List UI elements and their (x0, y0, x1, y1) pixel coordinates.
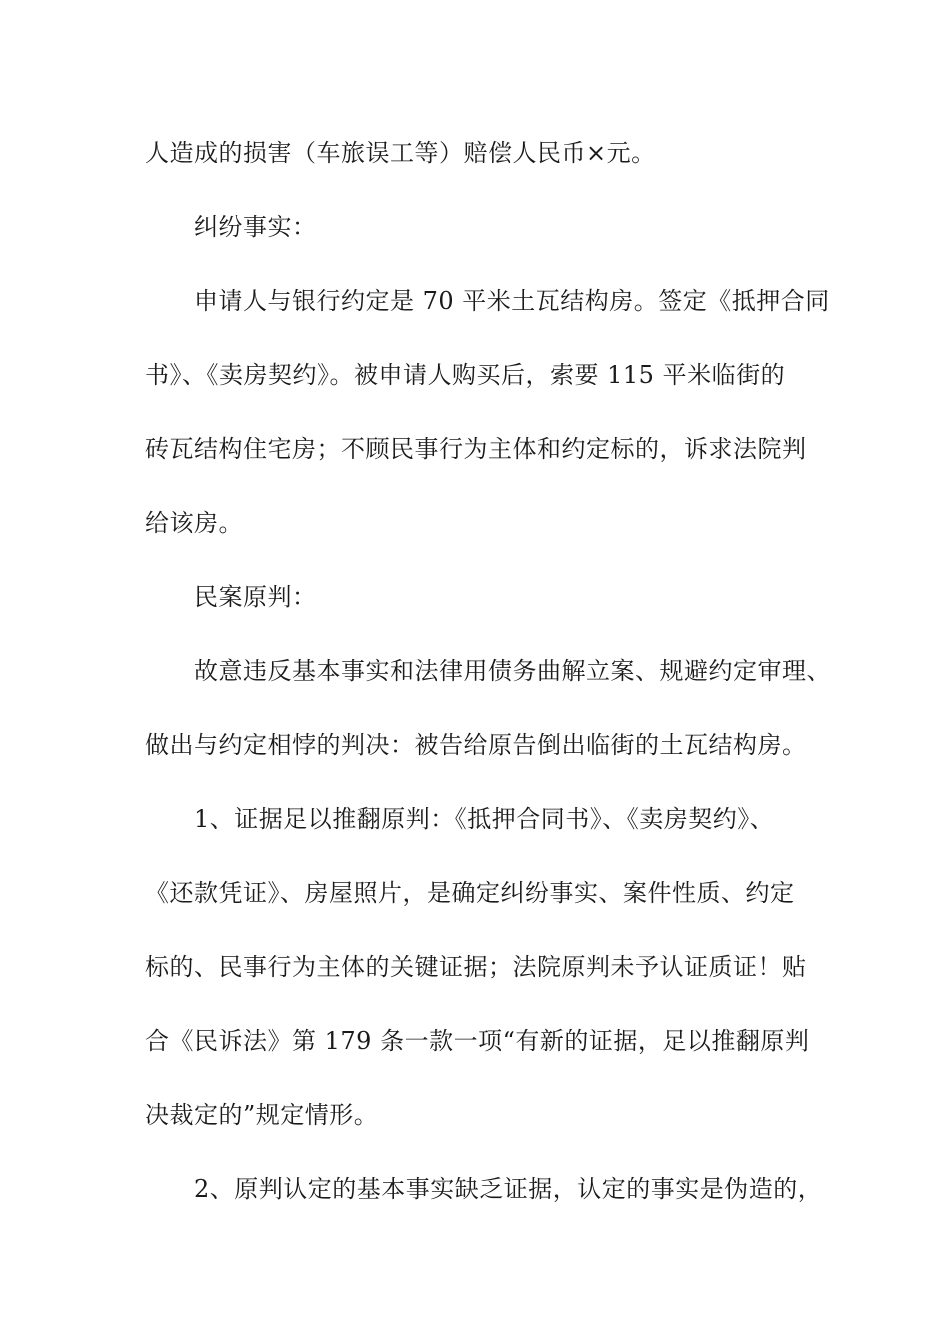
text-line: 1、证据足以推翻原判：《抵押合同书》、《卖房契约》、 (194, 805, 775, 833)
section-heading: 民案原判： (194, 583, 317, 611)
text-line: 《还款凭证》、房屋照片，是确定纠纷事实、案件性质、约定 (145, 879, 795, 907)
text-line: 砖瓦结构住宅房；不顾民事行为主体和约定标的，诉求法院判 (145, 435, 807, 463)
text-line: 2、原判认定的基本事实缺乏证据，认定的事实是伪造的， (194, 1175, 823, 1203)
text-line: 给该房。 (145, 509, 243, 537)
text-line: 标的、民事行为主体的关键证据；法院原判未予认证质证！贴 (145, 953, 807, 981)
text-line: 故意违反基本事实和法律用债务曲解立案、规避约定审理、 (194, 657, 831, 685)
text-line: 人造成的损害（车旅误工等）赔偿人民币×元。 (145, 139, 656, 167)
text-line: 决裁定的”规定情形。 (145, 1101, 379, 1129)
section-heading: 纠纷事实： (194, 213, 317, 241)
text-line: 申请人与银行约定是 70 平米土瓦结构房。签定《抵押合同 (194, 287, 830, 315)
text-line: 合《民诉法》第 179 条一款一项“有新的证据，足以推翻原判 (145, 1027, 810, 1055)
text-line: 书》、《卖房契约》。被申请人购买后，索要 115 平米临街的 (145, 361, 786, 389)
text-line: 做出与约定相悖的判决：被告给原告倒出临街的土瓦结构房。 (145, 731, 807, 759)
